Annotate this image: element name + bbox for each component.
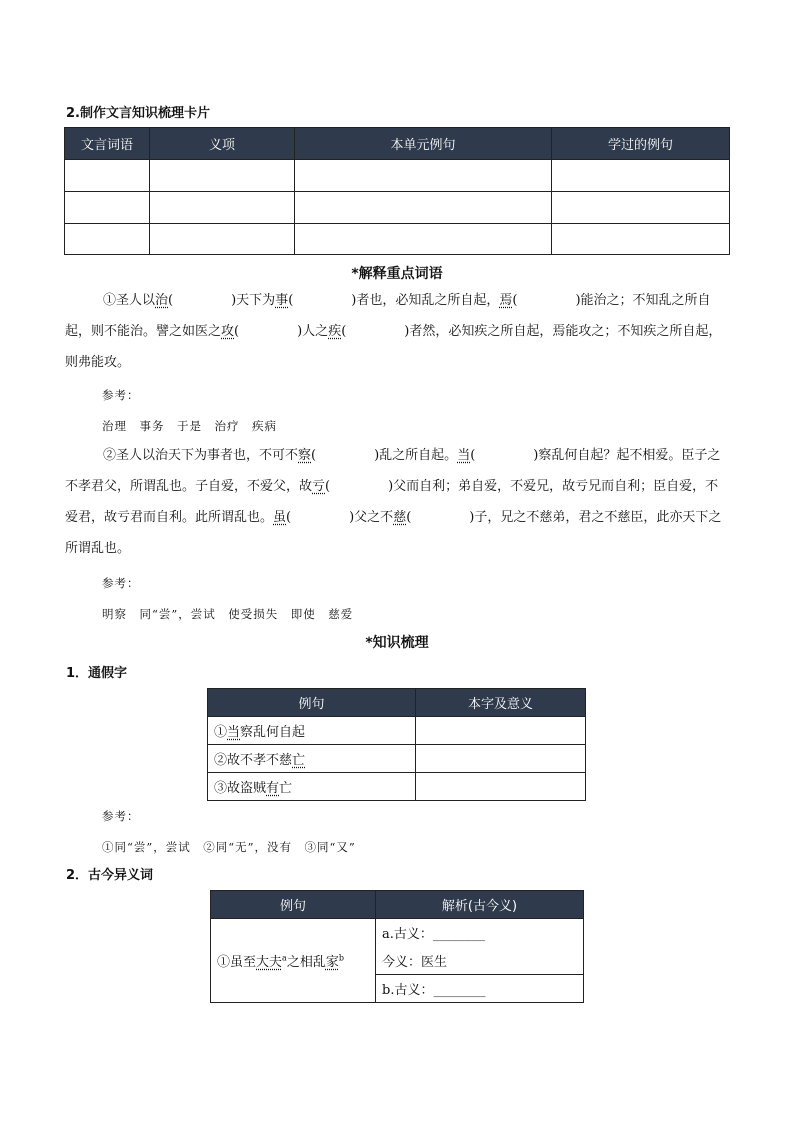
gujin-table [210, 890, 584, 1003]
ancient-meaning-b[interactable]: b.古义：________ [376, 975, 584, 1003]
key-word: 察 [298, 448, 312, 463]
knowledge-card-table [64, 127, 730, 255]
reference-answers: 明察 同“尝”，尝试 使受损失 即使 慈爱 [102, 607, 354, 621]
subsection-title-gujin: 2．古今异义词 [66, 868, 154, 883]
col-header-meaning: 义项 [150, 128, 295, 160]
key-word: 疾 [328, 324, 342, 339]
answer-cell[interactable] [416, 717, 586, 745]
subsection-title-tongjia: 1．通假字 [66, 666, 128, 681]
ancient-meaning-a[interactable]: a.古义：________ [376, 919, 584, 947]
blank-cell[interactable] [65, 160, 150, 192]
explain-paragraph-2: ②圣人以治天下为事者也，不可不察( )乱之所自起。当( )察乱何自起？起不相爱。臣子之不孝君父，所谓乱也。子自爱，不爱父，故亏( )父而自利；弟自爱，不爱兄，故亏兄而自利；臣自爱，不爱君，故亏君而自利。此所谓乱也。虽( )父之不慈( )子，兄之不慈弟，君之不慈臣，此亦天下之所谓乱也。 [65, 448, 722, 556]
key-word: 慈 [393, 510, 407, 525]
col-header-example: 例句 [211, 891, 376, 919]
col-header-analysis: 解析(古今义) [376, 891, 584, 919]
blank-cell[interactable] [552, 192, 730, 224]
key-word: 虽 [273, 510, 287, 525]
blank-cell[interactable] [295, 192, 552, 224]
key-word: 攻 [221, 324, 235, 339]
blank-cell[interactable] [150, 160, 295, 192]
table-row [65, 224, 730, 255]
reference-label: 参考： [102, 576, 140, 590]
section-title-knowledge: *知识梳理 [365, 635, 429, 651]
explain-paragraph-1: ①圣人以治( )天下为事( )者也，必知乱之所自起，焉( )能治之；不知乱之所自起，则不能治。譬之如医之攻( )人之疾( )者然，必知疾之所自起，焉能攻之；不知疾之所自起，则弗能攻。 [65, 293, 722, 370]
tongjia-table [207, 688, 586, 801]
key-word: 治 [155, 293, 169, 308]
key-word: 亏 [312, 479, 326, 494]
table-row [65, 192, 730, 224]
section-title-card: 2.制作文言知识梳理卡片 [66, 106, 210, 121]
blank-cell[interactable] [65, 192, 150, 224]
blank-cell[interactable] [65, 224, 150, 255]
blank-cell[interactable] [552, 224, 730, 255]
blank-cell[interactable] [552, 160, 730, 192]
reference-answers: ①同“尝”，尝试 ②同“无”，没有 ③同“又” [102, 840, 356, 854]
answer-cell[interactable] [416, 773, 586, 801]
example-cell: ③故盗贼有亡 [208, 773, 416, 801]
key-word: 当 [457, 448, 471, 463]
col-header-word: 文言词语 [65, 128, 150, 160]
blank-cell[interactable] [295, 224, 552, 255]
modern-meaning-a: 今义：医生 [376, 947, 584, 975]
key-word: 焉 [499, 293, 513, 308]
key-word: 事 [275, 293, 289, 308]
col-header-learned-example: 学过的例句 [552, 128, 730, 160]
reference-label: 参考： [102, 809, 140, 823]
blank-cell[interactable] [150, 192, 295, 224]
col-header-original-meaning: 本字及意义 [416, 689, 586, 717]
table-row [208, 745, 586, 773]
answer-cell[interactable] [416, 745, 586, 773]
blank-cell[interactable] [295, 160, 552, 192]
example-cell: ①虽至大夫$^a$之相乱家$^b$ [211, 919, 376, 1003]
example-cell: ②故不孝不慈亡 [208, 745, 416, 773]
col-header-example: 例句 [208, 689, 416, 717]
example-cell: ①当察乱何自起 [208, 717, 416, 745]
table-row [208, 717, 586, 745]
table-row [208, 773, 586, 801]
reference-label: 参考： [102, 388, 140, 402]
reference-answers: 治理 事务 于是 治疗 疾病 [102, 419, 277, 433]
blank-cell[interactable] [150, 224, 295, 255]
table-row [65, 160, 730, 192]
col-header-unit-example: 本单元例句 [295, 128, 552, 160]
section-title-explain: *解释重点词语 [351, 266, 443, 282]
